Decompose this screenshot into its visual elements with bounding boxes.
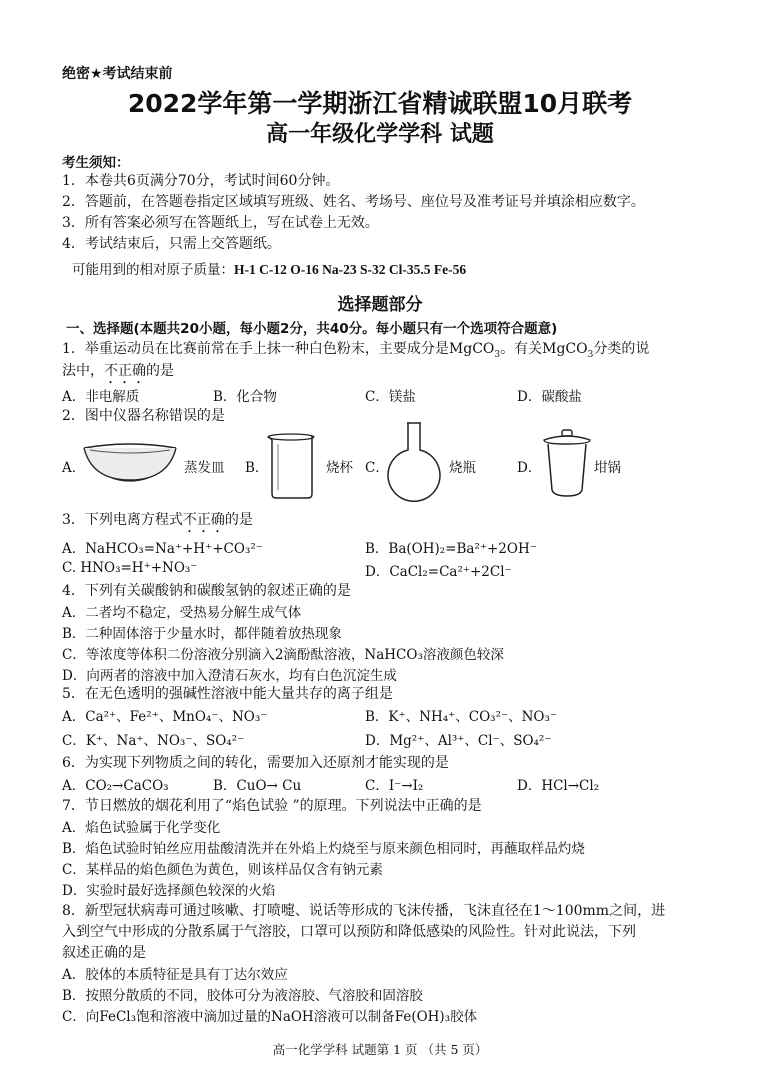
page-footer: 高一化学学科 试题第 1 页 （共 5 页） — [272, 1042, 488, 1057]
q1-stem-part: 1．举重运动员在比赛前常在手上抹一种白色粉末，主要成分是MgCO — [62, 341, 495, 357]
option-d: D．实验时最好选择颜色较深的火焰 — [62, 883, 276, 899]
notice-item: 4．考试结束后，只需上交答题纸。 — [62, 236, 281, 252]
subscript: 3 — [494, 349, 501, 360]
q3-stem-part: 的是 — [224, 512, 253, 528]
q1-stem-part: 分类的说 — [593, 341, 650, 357]
evaporating-dish-icon — [82, 440, 178, 484]
exam-title: 2022学年第一学期浙江省精诚联盟10月联考 — [127, 89, 633, 118]
option-b: B．焰色试验时铂丝应用盐酸清洗并在外焰上灼烧至与原来颜色相同时，再蘸取样品灼烧 — [62, 841, 585, 857]
option-c: C．I⁻→I₂ — [365, 778, 424, 794]
notice-heading: 考生须知： — [62, 155, 130, 171]
part-heading: 一、选择题(本题共20小题，每小题2分，共40分。每小题只有一个选项符合题意) — [66, 321, 558, 337]
q1-stem-part: 法中， — [62, 363, 104, 379]
question-8-stem-cont: 叙述正确的是 — [62, 945, 146, 961]
atomic-masses-label: 可能用到的相对原子质量： — [72, 262, 234, 278]
question-1-stem-cont — [62, 360, 174, 387]
option-a: A．NaHCO₃=Na⁺+H⁺+CO₃²⁻ — [62, 541, 263, 557]
option-b: B．CuO→ Cu — [213, 778, 302, 794]
option-b: B．K⁺、NH₄⁺、CO₃²⁻、NO₃⁻ — [365, 709, 558, 725]
q1-stem-part: 的是 — [146, 363, 174, 379]
section-title: 选择题部分 — [337, 295, 423, 315]
option-a: A．二者均不稳定，受热易分解生成气体 — [62, 605, 302, 621]
question-3-stem — [62, 509, 253, 536]
question-8-stem: 8．新型冠状病毒可通过咳嗽、打喷嚏、说话等形成的飞沫传播，飞沫直径在1～100mm之间，进 — [62, 903, 666, 919]
question-5-stem: 5．在无色透明的强碱性溶液中能大量共存的离子组是 — [62, 686, 393, 702]
option-d: D．Mg²⁺、Al³⁺、Cl⁻、SO₄²⁻ — [365, 733, 552, 749]
beaker-icon — [264, 432, 318, 500]
emphasis-text: 不正确 — [182, 512, 225, 528]
option-a: A．非电解质 — [62, 389, 140, 405]
option-b: B．二种固体溶于少量水时，都伴随着放热现象 — [62, 626, 342, 642]
option-d: D．CaCl₂=Ca²⁺+2Cl⁻ — [365, 564, 512, 580]
option-c: C．镁盐 — [365, 389, 416, 405]
option-d: D．碳酸盐 — [517, 389, 582, 405]
apparatus-name: 烧杯 — [326, 460, 353, 476]
question-7-stem: 7．节日燃放的烟花利用了“焰色试验 ”的原理。下列说法中正确的是 — [62, 798, 482, 814]
apparatus-name: 烧瓶 — [449, 460, 476, 476]
option-c: C．等浓度等体积二份溶液分别滴入2滴酚酞溶液，NaHCO₃溶液颜色较深 — [62, 647, 504, 663]
option-c: C． — [365, 460, 389, 476]
option-c: C．向FeCl₃饱和溶液中滴加过量的NaOH溶液可以制备Fe(OH)₃胶体 — [62, 1009, 478, 1025]
option-a: A．CO₂→CaCO₃ — [62, 778, 169, 794]
option-a: A． — [62, 460, 86, 476]
option-d: D．向两者的溶液中加入澄清石灰水，均有白色沉淀生成 — [62, 668, 397, 684]
option-c: C．K⁺、Na⁺、NO₃⁻、SO₄²⁻ — [62, 733, 245, 749]
apparatus-name: 坩锅 — [594, 460, 621, 476]
atomic-masses-values: H-1 C-12 O-16 Na-23 S-32 Cl-35.5 Fe-56 — [234, 262, 467, 277]
emphasis-text: 不正确 — [104, 363, 146, 379]
option-a: A．胶体的本质特征是具有丁达尔效应 — [62, 967, 288, 983]
notice-item: 3．所有答案必须写在答题纸上，写在试卷上无效。 — [62, 215, 379, 231]
question-2-stem: 2．图中仪器名称错误的是 — [62, 408, 225, 424]
option-b: B． — [245, 460, 269, 476]
flask-icon — [384, 420, 444, 504]
option-d: D． — [517, 460, 542, 476]
question-8-stem-cont: 入到空气中形成的分散系属于气溶胶，口罩可以预防和降低感染的风险性。针对此说法，下列 — [62, 924, 636, 940]
option-a: A．Ca²⁺、Fe²⁺、MnO₄⁻、NO₃⁻ — [62, 709, 268, 725]
option-a: A．焰色试验属于化学变化 — [62, 820, 221, 836]
question-4-stem: 4．下列有关碳酸钠和碳酸氢钠的叙述正确的是 — [62, 583, 351, 599]
option-c: C. HNO₃=H⁺+NO₃⁻ — [62, 560, 198, 576]
q1-stem-part: 。有关MgCO — [500, 341, 588, 357]
question-6-stem: 6．为实现下列物质之间的转化，需要加入还原剂才能实现的是 — [62, 755, 449, 771]
q3-stem-part: 3．下列电离方程式 — [62, 512, 183, 528]
apparatus-name: 蒸发皿 — [184, 460, 225, 476]
option-b: B．Ba(OH)₂=Ba²⁺+2OH⁻ — [365, 541, 537, 557]
exam-subtitle: 高一年级化学学科 试题 — [266, 122, 494, 147]
atomic-masses — [72, 258, 466, 278]
notice-item: 2．答题前，在答题卷指定区域填写班级、姓名、考场号、座位号及准考证号并填涂相应数字。 — [62, 194, 645, 210]
option-c: C．某样品的焰色颜色为黄色，则该样品仅含有钠元素 — [62, 862, 383, 878]
confidential-label: 绝密★考试结束前 — [62, 66, 173, 82]
option-b: B．化合物 — [213, 389, 277, 405]
crucible-icon — [540, 428, 594, 500]
notice-item: 1．本卷共6页满分70分，考试时间60分钟。 — [62, 173, 340, 189]
question-1-stem — [62, 338, 649, 358]
option-d: D．HCl→Cl₂ — [517, 778, 600, 794]
option-b: B．按照分散质的不同，胶体可分为液溶胶、气溶胶和固溶胶 — [62, 988, 423, 1004]
subscript: 3 — [587, 349, 594, 360]
